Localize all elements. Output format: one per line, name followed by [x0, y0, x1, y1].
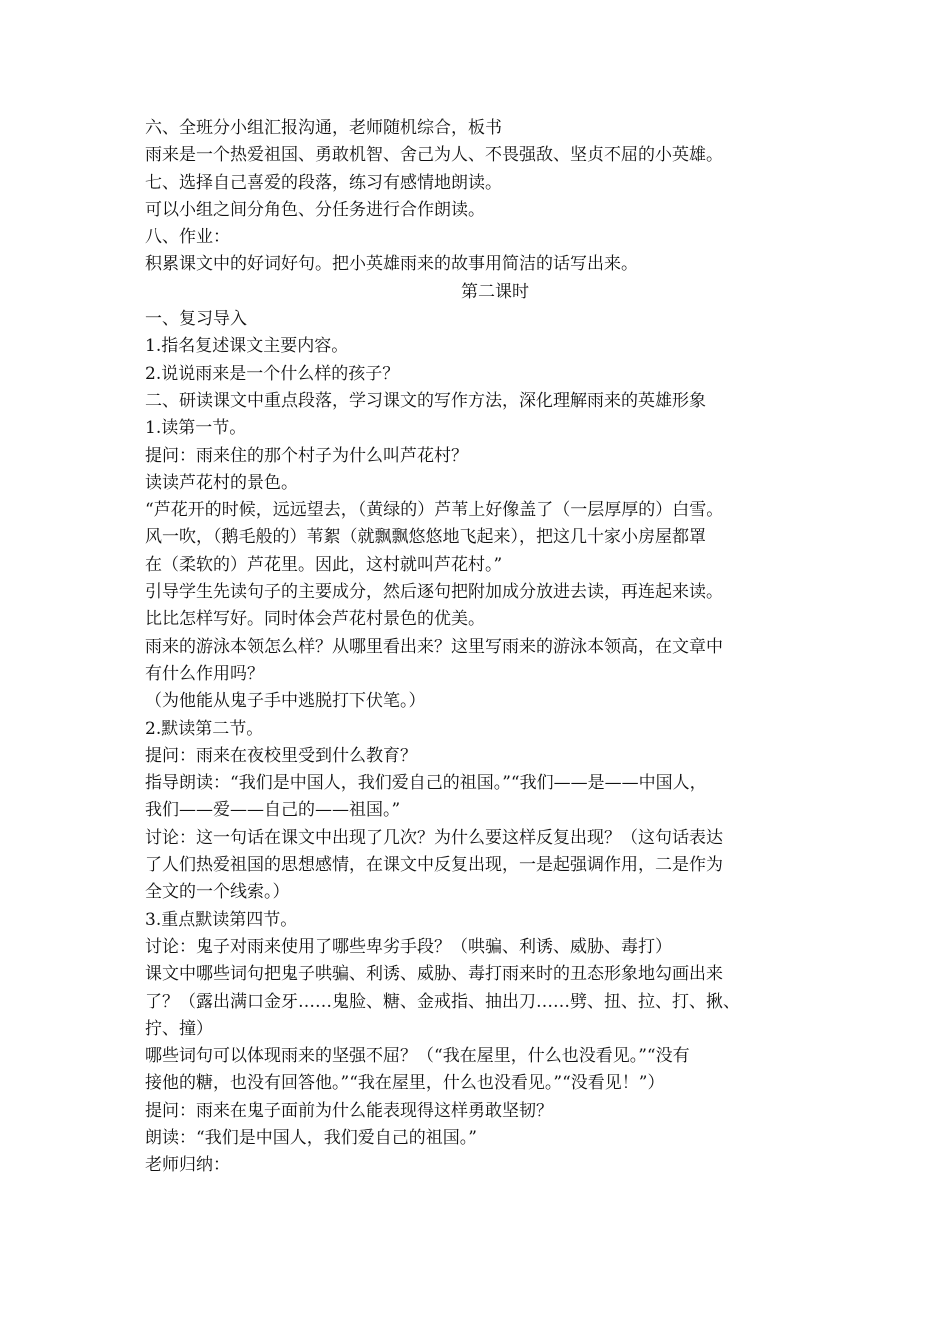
paragraph-line: 提问：雨来住的那个村子为什么叫芦花村？	[145, 445, 468, 466]
section-six-heading: 六、全班分小组汇报沟通，老师随机综合，板书	[145, 118, 502, 138]
paragraph-line: 可以小组之间分角色、分任务进行合作朗读。	[145, 199, 485, 220]
paragraph-line: 全文的一个线索。）	[145, 882, 290, 903]
lesson-two-title: 第二课时	[461, 281, 529, 302]
paragraph-line: 2.默读第二节。	[145, 718, 264, 739]
quote-line: “芦花开的时候，远远望去，（黄绿的）芦苇上好像盖了（一层厚厚的）白雪。	[145, 500, 724, 521]
paragraph-line: 讨论：鬼子对雨来使用了哪些卑劣手段？（哄骗、利诱、威胁、毒打）	[145, 936, 672, 957]
section-eight-heading: 八、作业：	[145, 227, 230, 248]
paragraph-line: 比比怎样写好。同时体会芦花村景色的优美。	[145, 609, 485, 630]
section-seven-heading: 七、选择自己喜爱的段落，练习有感情地朗读。	[145, 172, 502, 193]
paragraph-line: 指导朗读：“我们是中国人，我们爱自己的祖国。”“我们——是——中国人，	[145, 773, 707, 794]
paragraph-line: 雨来是一个热爱祖国、勇敢机智、舍己为人、不畏强敌、坚贞不屈的小英雄。	[145, 145, 723, 166]
section-two-heading: 二、研读课文中重点段落，学习课文的写作方法，深化理解雨来的英雄形象	[145, 390, 706, 411]
paragraph-line: 提问：雨来在夜校里受到什么教育？	[145, 745, 417, 766]
section-one-heading: 一、复习导入	[145, 309, 247, 330]
paragraph-line: 接他的糖，也没有回答他。”“我在屋里，什么也没看见。”“没看见！”）	[145, 1073, 665, 1094]
paragraph-line: 有什么作用吗？	[145, 663, 264, 684]
paragraph-line: 提问：雨来在鬼子面前为什么能表现得这样勇敢坚韧？	[145, 1100, 553, 1121]
paragraph-line: 1.读第一节。	[145, 418, 247, 439]
paragraph-line: 了人们热爱祖国的思想感情，在课文中反复出现，一是起强调作用，二是作为	[145, 855, 723, 876]
paragraph-line: 积累课文中的好词好句。把小英雄雨来的故事用简洁的话写出来。	[145, 254, 638, 275]
paragraph-line: 老师归纳：	[145, 1155, 230, 1176]
quote-line: 在（柔软的）芦花里。因此，这村就叫芦花村。”	[145, 554, 503, 575]
paragraph-line: 拧、撞）	[145, 1018, 213, 1039]
quote-line: 风一吹，（鹅毛般的）苇絮（就飘飘悠悠地飞起来），把这几十家小房屋都罩	[145, 527, 706, 548]
paragraph-line: 2.说说雨来是一个什么样的孩子？	[145, 363, 400, 384]
paragraph-line: 哪些词句可以体现雨来的坚强不屈？（“我在屋里，什么也没看见。”“没有	[145, 1046, 690, 1067]
paragraph-line: 我们——爱——自己的——祖国。”	[145, 800, 401, 821]
paragraph-line: 了？（露出满口金牙……鬼脸、糖、金戒指、抽出刀……劈、扭、拉、打、揪、	[145, 991, 740, 1012]
paragraph-line: 朗读：“我们是中国人，我们爱自己的祖国。”	[145, 1127, 477, 1148]
paragraph-line: 引导学生先读句子的主要成分，然后逐句把附加成分放进去读，再连起来读。	[145, 582, 723, 603]
paragraph-line: 1.指名复述课文主要内容。	[145, 336, 349, 357]
paragraph-line: 读读芦花村的景色。	[145, 472, 298, 493]
paragraph-line: 课文中哪些词句把鬼子哄骗、利诱、威胁、毒打雨来时的丑态形象地勾画出来	[145, 964, 723, 985]
paragraph-line: 3.重点默读第四节。	[145, 909, 298, 930]
paragraph-line: 雨来的游泳本领怎么样？从哪里看出来？这里写雨来的游泳本领高，在文章中	[145, 636, 723, 657]
document-body	[145, 115, 825, 1180]
paragraph-line: 讨论：这一句话在课文中出现了几次？为什么要这样反复出现？（这句话表达	[145, 827, 723, 848]
paragraph-line: （为他能从鬼子手中逃脱打下伏笔。）	[145, 691, 426, 712]
